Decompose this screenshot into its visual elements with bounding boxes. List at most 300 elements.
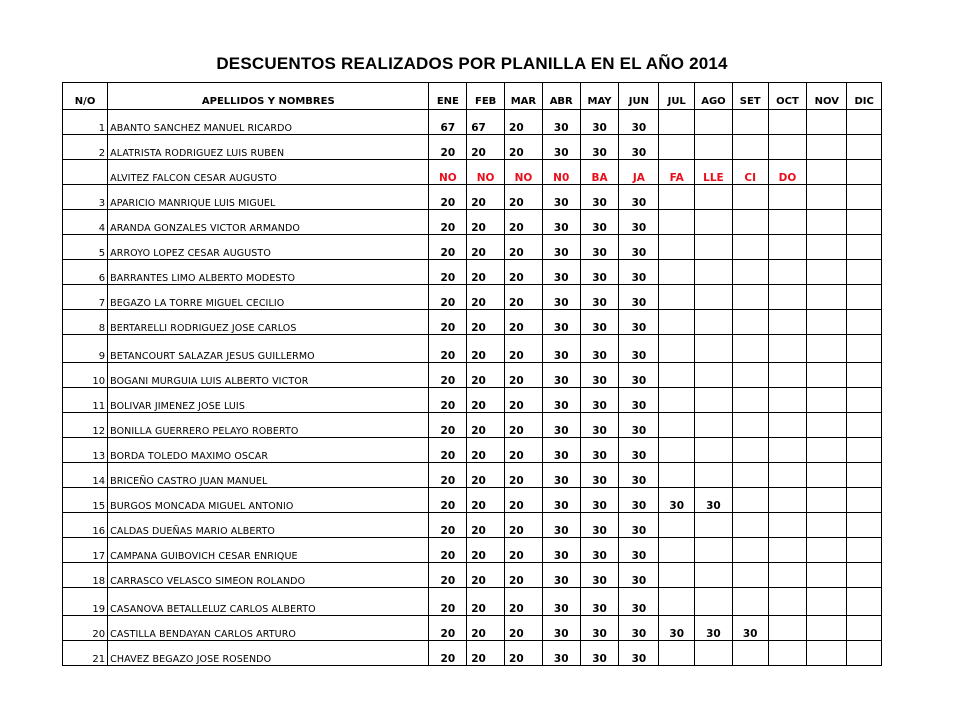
table-row: [63, 110, 882, 135]
cell-oct: [768, 310, 807, 335]
cell-feb: 20: [467, 135, 505, 160]
cell-jun: 30: [619, 110, 659, 135]
cell-oct: [768, 260, 807, 285]
cell-may: 30: [580, 463, 619, 488]
cell-jul: [659, 185, 695, 210]
page-title: DESCUENTOS REALIZADOS POR PLANILLA EN EL AÑO 2014: [216, 54, 728, 73]
cell-may: 30: [580, 210, 619, 235]
cell-jun: 30: [619, 588, 659, 616]
cell-set: [732, 260, 768, 285]
row-number: 17: [63, 538, 108, 563]
header-oct: OCT: [768, 83, 807, 110]
cell-mar: 20: [505, 235, 543, 260]
cell-jun: 30: [619, 641, 659, 666]
cell-dic: [847, 135, 882, 160]
cell-abr: 30: [542, 588, 580, 616]
table-row: [63, 388, 882, 413]
cell-mar: 20: [505, 616, 543, 641]
table-body: [63, 110, 882, 666]
cell-ago: [695, 185, 733, 210]
cell-dic: [847, 210, 882, 235]
cell-ene: 20: [429, 260, 467, 285]
cell-abr: 30: [542, 388, 580, 413]
cell-nov: [807, 463, 847, 488]
cell-oct: [768, 413, 807, 438]
cell-oct: [768, 538, 807, 563]
row-number: 20: [63, 616, 108, 641]
cell-oct: [768, 438, 807, 463]
cell-mar: 20: [505, 285, 543, 310]
cell-oct: [768, 388, 807, 413]
cell-ene: 20: [429, 513, 467, 538]
cell-dic: [847, 513, 882, 538]
cell-oct: [768, 616, 807, 641]
cell-ene: 20: [429, 185, 467, 210]
cell-feb: 20: [467, 388, 505, 413]
row-number: 7: [63, 285, 108, 310]
table-row: [63, 488, 882, 513]
cell-set: [732, 563, 768, 588]
table-row: [63, 135, 882, 160]
cell-nov: [807, 110, 847, 135]
table-row: [63, 563, 882, 588]
cell-jul: [659, 363, 695, 388]
cell-feb: 20: [467, 563, 505, 588]
cell-may: 30: [580, 588, 619, 616]
cell-feb: 20: [467, 285, 505, 310]
row-number: 18: [63, 563, 108, 588]
cell-may: 30: [580, 488, 619, 513]
employee-name: CASTILLA BENDAYAN CARLOS ARTURO: [108, 616, 429, 641]
cell-may: 30: [580, 235, 619, 260]
cell-jul: [659, 588, 695, 616]
cell-nov: [807, 363, 847, 388]
cell-mar: 20: [505, 488, 543, 513]
cell-ene: 20: [429, 285, 467, 310]
cell-feb: 20: [467, 538, 505, 563]
header-dic: DIC: [847, 83, 882, 110]
employee-name: ALATRISTA RODRIGUEZ LUIS RUBEN: [108, 135, 429, 160]
cell-jun: 30: [619, 235, 659, 260]
row-number: 11: [63, 388, 108, 413]
cell-ago: [695, 210, 733, 235]
cell-feb: 20: [467, 235, 505, 260]
cell-dic: [847, 488, 882, 513]
header-abr: ABR: [542, 83, 580, 110]
employee-name: APARICIO MANRIQUE LUIS MIGUEL: [108, 185, 429, 210]
cell-nov: [807, 616, 847, 641]
cell-jul: [659, 463, 695, 488]
employee-name: BORDA TOLEDO MAXIMO OSCAR: [108, 438, 429, 463]
cell-set: [732, 463, 768, 488]
table-row: [63, 185, 882, 210]
cell-ene: 20: [429, 135, 467, 160]
cell-set: [732, 235, 768, 260]
cell-ago: [695, 260, 733, 285]
cell-mar: 20: [505, 135, 543, 160]
cell-mar: 20: [505, 260, 543, 285]
table-row: [63, 160, 882, 185]
cell-nov: [807, 260, 847, 285]
header-name: APELLIDOS Y NOMBRES: [108, 83, 429, 110]
cell-jul: [659, 310, 695, 335]
cell-mar: 20: [505, 110, 543, 135]
cell-jun: 30: [619, 335, 659, 363]
cell-abr: 30: [542, 285, 580, 310]
cell-jun: 30: [619, 538, 659, 563]
cell-nov: [807, 335, 847, 363]
cell-may: 30: [580, 538, 619, 563]
cell-jun: 30: [619, 513, 659, 538]
cell-ene: 20: [429, 641, 467, 666]
cell-may: 30: [580, 513, 619, 538]
cell-ene: 67: [429, 110, 467, 135]
cell-jul: [659, 285, 695, 310]
cell-ago: [695, 235, 733, 260]
cell-ago: [695, 438, 733, 463]
cell-set: [732, 438, 768, 463]
row-number: 10: [63, 363, 108, 388]
cell-may: 30: [580, 260, 619, 285]
cell-may: 30: [580, 285, 619, 310]
cell-abr: 30: [542, 363, 580, 388]
cell-set: [732, 588, 768, 616]
row-number: 4: [63, 210, 108, 235]
cell-may: 30: [580, 616, 619, 641]
cell-oct: [768, 135, 807, 160]
cell-ene: NO: [429, 160, 467, 185]
cell-feb: 20: [467, 210, 505, 235]
row-number: 8: [63, 310, 108, 335]
cell-mar: 20: [505, 413, 543, 438]
cell-abr: 30: [542, 641, 580, 666]
table-row: [63, 588, 882, 616]
cell-nov: [807, 641, 847, 666]
cell-oct: [768, 513, 807, 538]
cell-mar: 20: [505, 513, 543, 538]
table-row: [63, 310, 882, 335]
cell-ago: [695, 641, 733, 666]
employee-name: CHAVEZ BEGAZO JOSE ROSENDO: [108, 641, 429, 666]
cell-jul: [659, 110, 695, 135]
cell-ago: [695, 463, 733, 488]
cell-set: [732, 285, 768, 310]
cell-jun: 30: [619, 463, 659, 488]
cell-ago: [695, 563, 733, 588]
cell-oct: [768, 185, 807, 210]
cell-jul: [659, 438, 695, 463]
cell-set: [732, 110, 768, 135]
cell-abr: 30: [542, 463, 580, 488]
table-row: [63, 641, 882, 666]
cell-oct: [768, 363, 807, 388]
employee-name: CASANOVA BETALLELUZ CARLOS ALBERTO: [108, 588, 429, 616]
cell-jun: JA: [619, 160, 659, 185]
cell-abr: N0: [542, 160, 580, 185]
row-number: 2: [63, 135, 108, 160]
cell-jul: [659, 135, 695, 160]
cell-ago: [695, 513, 733, 538]
cell-jul: 30: [659, 616, 695, 641]
cell-set: [732, 413, 768, 438]
cell-ene: 20: [429, 538, 467, 563]
cell-dic: [847, 235, 882, 260]
table-row: [63, 210, 882, 235]
header-no: N/O: [63, 83, 108, 110]
cell-nov: [807, 285, 847, 310]
table-row: [63, 413, 882, 438]
cell-set: [732, 135, 768, 160]
cell-ago: [695, 588, 733, 616]
cell-oct: [768, 110, 807, 135]
cell-dic: [847, 641, 882, 666]
cell-oct: [768, 641, 807, 666]
cell-abr: 30: [542, 488, 580, 513]
cell-ene: 20: [429, 413, 467, 438]
cell-jun: 30: [619, 388, 659, 413]
cell-feb: 20: [467, 413, 505, 438]
cell-mar: 20: [505, 538, 543, 563]
cell-jul: FA: [659, 160, 695, 185]
table-row: [63, 335, 882, 363]
cell-nov: [807, 413, 847, 438]
cell-may: 30: [580, 110, 619, 135]
row-number: 12: [63, 413, 108, 438]
employee-name: BEGAZO LA TORRE MIGUEL CECILIO: [108, 285, 429, 310]
row-number: 14: [63, 463, 108, 488]
cell-jul: [659, 563, 695, 588]
row-number: 1: [63, 110, 108, 135]
discounts-table: [62, 82, 882, 666]
employee-name: CAMPANA GUIBOVICH CESAR ENRIQUE: [108, 538, 429, 563]
cell-oct: [768, 563, 807, 588]
cell-dic: [847, 160, 882, 185]
cell-oct: [768, 335, 807, 363]
row-number: 19: [63, 588, 108, 616]
cell-dic: [847, 438, 882, 463]
cell-dic: [847, 185, 882, 210]
cell-ene: 20: [429, 616, 467, 641]
cell-dic: [847, 616, 882, 641]
cell-mar: 20: [505, 463, 543, 488]
row-number: 9: [63, 335, 108, 363]
cell-jul: [659, 538, 695, 563]
row-number: 21: [63, 641, 108, 666]
cell-nov: [807, 488, 847, 513]
cell-set: [732, 210, 768, 235]
cell-mar: 20: [505, 310, 543, 335]
cell-ene: 20: [429, 488, 467, 513]
table-row: [63, 260, 882, 285]
cell-set: CI: [732, 160, 768, 185]
cell-may: 30: [580, 388, 619, 413]
cell-ene: 20: [429, 210, 467, 235]
table-row: [63, 538, 882, 563]
cell-feb: 20: [467, 641, 505, 666]
cell-ene: 20: [429, 563, 467, 588]
cell-nov: [807, 210, 847, 235]
cell-jun: 30: [619, 488, 659, 513]
employee-name: BOLIVAR JIMENEZ JOSE LUIS: [108, 388, 429, 413]
header-jun: JUN: [619, 83, 659, 110]
cell-abr: 30: [542, 235, 580, 260]
header-set: SET: [732, 83, 768, 110]
header-row: [63, 83, 882, 110]
cell-ago: [695, 363, 733, 388]
cell-abr: 30: [542, 413, 580, 438]
row-number: 15: [63, 488, 108, 513]
cell-set: [732, 641, 768, 666]
cell-ago: 30: [695, 488, 733, 513]
cell-jul: [659, 260, 695, 285]
employee-name: ABANTO SANCHEZ MANUEL RICARDO: [108, 110, 429, 135]
cell-set: [732, 538, 768, 563]
cell-feb: 20: [467, 310, 505, 335]
cell-nov: [807, 310, 847, 335]
cell-jun: 30: [619, 616, 659, 641]
cell-set: [732, 310, 768, 335]
cell-ago: [695, 110, 733, 135]
cell-abr: 30: [542, 210, 580, 235]
cell-jun: 30: [619, 185, 659, 210]
cell-jun: 30: [619, 363, 659, 388]
employee-name: BOGANI MURGUIA LUIS ALBERTO VICTOR: [108, 363, 429, 388]
cell-ene: 20: [429, 235, 467, 260]
header-nov: NOV: [807, 83, 847, 110]
cell-feb: 20: [467, 335, 505, 363]
cell-dic: [847, 413, 882, 438]
cell-feb: 20: [467, 588, 505, 616]
cell-jul: [659, 210, 695, 235]
cell-may: BA: [580, 160, 619, 185]
cell-feb: 20: [467, 616, 505, 641]
cell-ago: LLE: [695, 160, 733, 185]
cell-jul: [659, 641, 695, 666]
cell-set: [732, 185, 768, 210]
cell-mar: 20: [505, 185, 543, 210]
cell-ago: [695, 388, 733, 413]
cell-abr: 30: [542, 260, 580, 285]
cell-set: [732, 388, 768, 413]
cell-jul: 30: [659, 488, 695, 513]
cell-dic: [847, 260, 882, 285]
row-number: 6: [63, 260, 108, 285]
cell-nov: [807, 513, 847, 538]
cell-feb: NO: [467, 160, 505, 185]
cell-abr: 30: [542, 135, 580, 160]
cell-nov: [807, 185, 847, 210]
cell-nov: [807, 538, 847, 563]
employee-name: ARANDA GONZALES VICTOR ARMANDO: [108, 210, 429, 235]
cell-ene: 20: [429, 388, 467, 413]
cell-ago: [695, 135, 733, 160]
cell-may: 30: [580, 185, 619, 210]
cell-nov: [807, 235, 847, 260]
header-may: MAY: [580, 83, 619, 110]
cell-abr: 30: [542, 538, 580, 563]
cell-jun: 30: [619, 260, 659, 285]
cell-dic: [847, 285, 882, 310]
cell-dic: [847, 588, 882, 616]
cell-may: 30: [580, 310, 619, 335]
cell-feb: 20: [467, 363, 505, 388]
cell-jun: 30: [619, 135, 659, 160]
cell-ago: [695, 413, 733, 438]
cell-may: 30: [580, 641, 619, 666]
cell-dic: [847, 310, 882, 335]
cell-mar: 20: [505, 438, 543, 463]
employee-name: BERTARELLI RODRIGUEZ JOSE CARLOS: [108, 310, 429, 335]
cell-jun: 30: [619, 438, 659, 463]
cell-oct: [768, 285, 807, 310]
cell-jun: 30: [619, 210, 659, 235]
cell-ago: [695, 285, 733, 310]
header-ago: AGO: [695, 83, 733, 110]
cell-oct: [768, 488, 807, 513]
cell-dic: [847, 538, 882, 563]
header-jul: JUL: [659, 83, 695, 110]
cell-dic: [847, 363, 882, 388]
header-mar: MAR: [505, 83, 543, 110]
cell-ago: 30: [695, 616, 733, 641]
cell-mar: 20: [505, 563, 543, 588]
cell-ene: 20: [429, 363, 467, 388]
cell-nov: [807, 135, 847, 160]
cell-abr: 30: [542, 335, 580, 363]
cell-mar: 20: [505, 335, 543, 363]
cell-jul: [659, 413, 695, 438]
cell-may: 30: [580, 335, 619, 363]
cell-oct: [768, 588, 807, 616]
cell-abr: 30: [542, 563, 580, 588]
row-number: 5: [63, 235, 108, 260]
cell-ago: [695, 335, 733, 363]
employee-name: BETANCOURT SALAZAR JESUS GUILLERMO: [108, 335, 429, 363]
cell-mar: 20: [505, 641, 543, 666]
cell-mar: 20: [505, 588, 543, 616]
table-row: [63, 463, 882, 488]
cell-oct: [768, 235, 807, 260]
cell-jun: 30: [619, 413, 659, 438]
cell-mar: 20: [505, 363, 543, 388]
cell-abr: 30: [542, 616, 580, 641]
cell-set: [732, 335, 768, 363]
cell-feb: 20: [467, 513, 505, 538]
cell-feb: 20: [467, 463, 505, 488]
table-row: [63, 513, 882, 538]
cell-feb: 20: [467, 438, 505, 463]
cell-abr: 30: [542, 310, 580, 335]
cell-dic: [847, 463, 882, 488]
cell-may: 30: [580, 413, 619, 438]
cell-ene: 20: [429, 588, 467, 616]
cell-abr: 30: [542, 110, 580, 135]
cell-set: [732, 513, 768, 538]
cell-dic: [847, 388, 882, 413]
cell-oct: DO: [768, 160, 807, 185]
cell-dic: [847, 110, 882, 135]
cell-oct: [768, 463, 807, 488]
cell-set: [732, 363, 768, 388]
cell-abr: 30: [542, 513, 580, 538]
header-ene: ENE: [429, 83, 467, 110]
cell-jun: 30: [619, 310, 659, 335]
cell-mar: NO: [505, 160, 543, 185]
cell-jul: [659, 388, 695, 413]
cell-may: 30: [580, 135, 619, 160]
table-row: [63, 363, 882, 388]
employee-name: CARRASCO VELASCO SIMEON ROLANDO: [108, 563, 429, 588]
